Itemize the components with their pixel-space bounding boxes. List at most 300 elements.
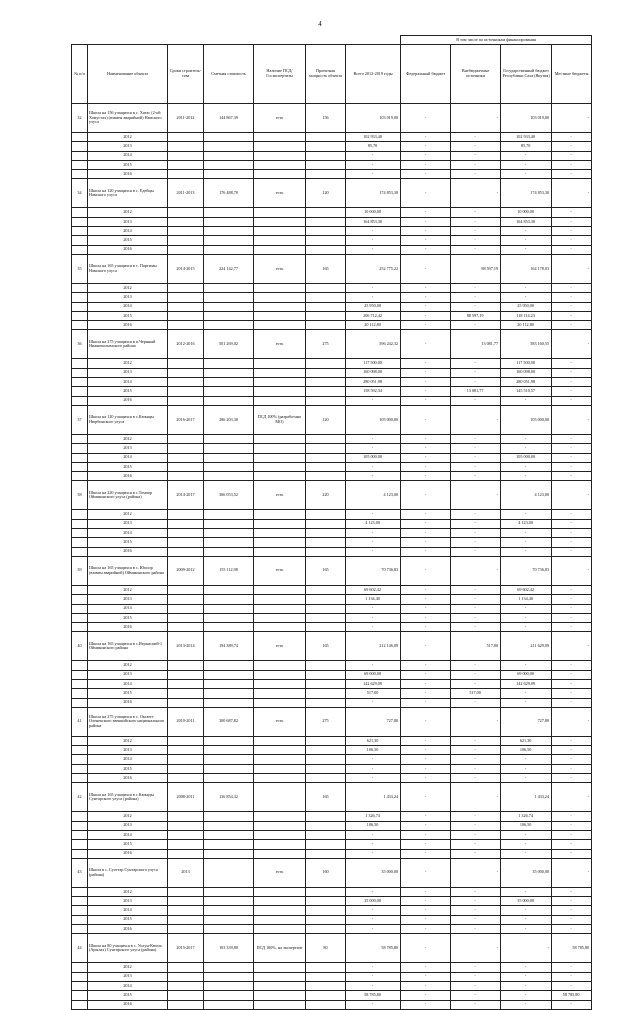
cell-year-value: - <box>552 915 592 924</box>
cell-year-value: 35 000,00 <box>346 897 401 906</box>
cell-year-value: - <box>552 208 592 217</box>
cell-period: 2014-2015 <box>168 254 204 283</box>
cell-year-value: - <box>451 359 501 368</box>
cell-year-value: - <box>401 227 451 236</box>
cell-total: 252 775,22 <box>346 254 401 283</box>
cell-year: 2016 <box>88 849 168 858</box>
cell-fed: - <box>401 934 451 963</box>
cell-year-value: - <box>401 670 451 679</box>
cell-extra: - <box>451 934 501 963</box>
cell-year-value: - <box>346 755 401 764</box>
cell-year-value: - <box>451 830 501 839</box>
cell-year-value: - <box>552 396 592 405</box>
cell-year-value: - <box>552 453 592 462</box>
cell-year: 2012 <box>88 736 168 745</box>
cell-year-value: - <box>552 283 592 292</box>
cell-period: 2009-2012 <box>168 556 204 585</box>
cell-year-value: - <box>501 698 552 707</box>
cell-year-value: - <box>401 812 451 821</box>
cell-year-value: - <box>501 236 552 245</box>
cell-year-value: - <box>451 661 501 670</box>
cell-psd <box>254 783 306 812</box>
header-group-title: В том числе по источникам финансирования <box>401 36 592 45</box>
cell-year-value: - <box>552 519 592 528</box>
cell-year-value: 517,00 <box>346 689 401 698</box>
cell-year-value: 88 597,19 <box>451 311 501 320</box>
cell-year-value: - <box>552 925 592 934</box>
cell-year-value: - <box>552 981 592 990</box>
cell-year-value: - <box>401 746 451 755</box>
cell-psd: есть <box>254 858 306 887</box>
cell-year-value: - <box>401 689 451 698</box>
table-row-year <box>72 170 592 179</box>
table-row-object <box>72 556 592 585</box>
cell-year: 2014 <box>88 755 168 764</box>
cell-year-value: 160 098,00 <box>501 368 552 377</box>
table-row-year <box>72 529 592 538</box>
cell-local: - <box>552 556 592 585</box>
cell-local: - <box>552 858 592 887</box>
cell-year-value: - <box>401 906 451 915</box>
cell-year-value: - <box>451 746 501 755</box>
cell-year-value: - <box>451 434 501 443</box>
cell-year-value: - <box>401 679 451 688</box>
cell-year-value: - <box>346 510 401 519</box>
cell-year-value: - <box>451 142 501 151</box>
cell-year-value: 164 853,30 <box>501 217 552 226</box>
cell-year-value: 517,00 <box>451 689 501 698</box>
table-row-year <box>72 510 592 519</box>
cell-year-value: 85,70 <box>346 142 401 151</box>
cell-cost: 103 339,80 <box>204 934 254 963</box>
table-row-year <box>72 462 592 471</box>
cell-year-value: 1 326,74 <box>501 812 552 821</box>
cell-year-value: 106,50 <box>501 821 552 830</box>
cell-capacity: 275 <box>306 330 346 359</box>
cell-year-value: - <box>401 774 451 783</box>
cell-year-value: - <box>401 453 451 462</box>
cell-fed: - <box>401 556 451 585</box>
cell-extra: 88 597,19 <box>451 254 501 283</box>
cell-year-value: - <box>501 689 552 698</box>
cell-cost <box>204 858 254 887</box>
table-row-year <box>72 293 592 302</box>
col-header-total: Всего 2012-2019 годы <box>346 45 401 104</box>
cell-capacity: 120 <box>306 179 346 208</box>
cell-year-value: - <box>552 849 592 858</box>
cell-period: 2011-2013 <box>168 179 204 208</box>
cell-year-value: - <box>552 595 592 604</box>
cell-local: - <box>552 783 592 812</box>
cell-no: 36 <box>72 330 88 359</box>
table-row-year <box>72 236 592 245</box>
cell-year-value: - <box>401 519 451 528</box>
cell-year-value: - <box>552 972 592 981</box>
cell-period: 2010-2011 <box>168 707 204 736</box>
cell-year-value: - <box>401 396 451 405</box>
cell-total: 35 000,00 <box>346 858 401 887</box>
cell-year: 2014 <box>88 453 168 462</box>
cell-year-value: - <box>346 538 401 547</box>
cell-extra: - <box>451 104 501 133</box>
cell-year-value: - <box>552 830 592 839</box>
cell-psd: есть <box>254 481 306 510</box>
cell-year-value: - <box>451 462 501 471</box>
cell-year-value: - <box>501 283 552 292</box>
table-row-year <box>72 302 592 311</box>
cell-rs: 35 000,00 <box>501 858 552 887</box>
cell-year-value: - <box>451 293 501 302</box>
cell-year-value: - <box>451 963 501 972</box>
cell-fed: - <box>401 179 451 208</box>
col-header-local: Местные бюджеты <box>552 45 592 104</box>
cell-capacity: 165 <box>306 556 346 585</box>
cell-year-value: - <box>451 170 501 179</box>
cell-year-value: - <box>552 547 592 556</box>
cell-year-value: 1 134,40 <box>346 595 401 604</box>
cell-year-value: - <box>552 217 592 226</box>
cell-name: Школа на 165 учащихся в с. Юпоор (взамен аварийной) Оймяконского района <box>88 556 168 585</box>
cell-year-value: - <box>346 887 401 896</box>
cell-year-value: - <box>346 764 401 773</box>
cell-year-value: - <box>451 887 501 896</box>
cell-name: Школа на 275 учащихся в с. Оксюте Оленекского эвенкийского национального района <box>88 707 168 736</box>
cell-year: 2014 <box>88 529 168 538</box>
cell-fed: - <box>401 330 451 359</box>
cell-local: - <box>552 179 592 208</box>
cell-year: 2014 <box>88 830 168 839</box>
cell-year: 2013 <box>88 217 168 226</box>
cell-no: 35 <box>72 254 88 283</box>
cell-year-value: 69 000,00 <box>501 670 552 679</box>
table-row-year <box>72 849 592 858</box>
cell-year-value: - <box>401 764 451 773</box>
cell-year-value: - <box>451 925 501 934</box>
cell-year: 2015 <box>88 311 168 320</box>
cell-year-value: - <box>346 830 401 839</box>
cell-year-value: - <box>401 311 451 320</box>
cell-total: 70 736,83 <box>346 556 401 585</box>
cell-year-value: - <box>346 396 401 405</box>
cell-year-value: - <box>552 293 592 302</box>
cell-name: Школа на 220 учащихся в с.Томпор Оймяконского улуса (района) <box>88 481 168 510</box>
cell-fed: - <box>401 707 451 736</box>
cell-rs: 174 853,30 <box>501 179 552 208</box>
cell-year-value: - <box>401 359 451 368</box>
table-row-year <box>72 991 592 1000</box>
cell-year-value: 106,50 <box>501 746 552 755</box>
cell-year-value: - <box>501 547 552 556</box>
cell-year-value: - <box>346 1000 401 1009</box>
cell-year-value: - <box>552 755 592 764</box>
table-row-year <box>72 840 592 849</box>
cell-year-value: 158 592,34 <box>346 387 401 396</box>
cell-year: 2016 <box>88 472 168 481</box>
cell-year-value: - <box>552 613 592 622</box>
cell-year: 2013 <box>88 821 168 830</box>
table-row-year <box>72 613 592 622</box>
col-header-federal: Федеральный бюджет <box>401 45 451 104</box>
cell-year-value: - <box>552 604 592 613</box>
cell-year-value: - <box>501 151 552 160</box>
table-row-year <box>72 1000 592 1009</box>
cell-year-value: - <box>346 661 401 670</box>
cell-year-value: - <box>451 736 501 745</box>
cell-cost: 176 488,70 <box>204 179 254 208</box>
cell-year-value: - <box>552 387 592 396</box>
table-row-year <box>72 585 592 594</box>
cell-year-value: - <box>451 915 501 924</box>
table-row-year <box>72 925 592 934</box>
cell-rs: 211 629,09 <box>501 632 552 661</box>
cell-year-value: 20 112,80 <box>346 321 401 330</box>
cell-year-value: 4 123,00 <box>501 519 552 528</box>
cell-no: 37 <box>72 405 88 434</box>
cell-year-value: 106,50 <box>346 821 401 830</box>
cell-no: 44 <box>72 934 88 963</box>
table-row-object <box>72 179 592 208</box>
cell-year: 2016 <box>88 245 168 254</box>
table-row-year <box>72 679 592 688</box>
cell-year-value: 621,30 <box>501 736 552 745</box>
cell-year-value: - <box>501 840 552 849</box>
cell-year-value: - <box>451 906 501 915</box>
cell-year-value: - <box>552 585 592 594</box>
cell-year-value: - <box>346 236 401 245</box>
cell-year: 2013 <box>88 670 168 679</box>
cell-year-value: - <box>552 359 592 368</box>
cell-rs: 727,80 <box>501 707 552 736</box>
cell-year-value: - <box>501 830 552 839</box>
cell-total: 58 785,80 <box>346 934 401 963</box>
cell-psd: есть <box>254 330 306 359</box>
cell-year-value: 105 000,00 <box>501 453 552 462</box>
cell-total: 4 123,00 <box>346 481 401 510</box>
cell-year: 2013 <box>88 595 168 604</box>
cell-year-value: - <box>401 208 451 217</box>
cell-year-value: - <box>552 142 592 151</box>
cell-year-value: - <box>501 293 552 302</box>
cell-year-value: - <box>552 368 592 377</box>
cell-rs: - <box>501 934 552 963</box>
cell-fed: - <box>401 858 451 887</box>
cell-capacity: 120 <box>306 405 346 434</box>
table-row-year <box>72 547 592 556</box>
cell-year-value: 69 602,42 <box>501 585 552 594</box>
col-header-no: № п/п <box>72 45 88 104</box>
cell-total: 212 146,09 <box>346 632 401 661</box>
cell-year-value: - <box>451 538 501 547</box>
cell-period: 2012-2016 <box>168 330 204 359</box>
cell-period: 2013-2014 <box>168 632 204 661</box>
cell-year: 2014 <box>88 378 168 387</box>
table-row-object <box>72 481 592 510</box>
cell-year-value: - <box>451 453 501 462</box>
col-header-name: Наименование объекта <box>88 45 168 104</box>
col-header-extrabudget: Внебюджетные источники <box>451 45 501 104</box>
cell-year-value: - <box>501 963 552 972</box>
table-row-year <box>72 623 592 632</box>
cell-year-value: - <box>346 849 401 858</box>
cell-year-value: - <box>451 774 501 783</box>
cell-cost: 136 854,32 <box>204 783 254 812</box>
cell-psd: ПСД 100%, на экспертизе <box>254 934 306 963</box>
table-row-year <box>72 283 592 292</box>
cell-year-value: - <box>451 764 501 773</box>
cell-year-value: - <box>451 849 501 858</box>
cell-year: 2015 <box>88 538 168 547</box>
cell-year-value: 35 000,00 <box>501 897 552 906</box>
cell-year-value: - <box>451 208 501 217</box>
cell-total: 596 242,32 <box>346 330 401 359</box>
cell-year: 2012 <box>88 963 168 972</box>
cell-year-value: - <box>346 283 401 292</box>
cell-fed: - <box>401 481 451 510</box>
cell-year-value: 1 326,74 <box>346 812 401 821</box>
cell-year: 2015 <box>88 236 168 245</box>
cell-period: 2016-2017 <box>168 405 204 434</box>
table-row-year <box>72 604 592 613</box>
cell-year-value: - <box>501 538 552 547</box>
cell-year-value: - <box>451 670 501 679</box>
cell-year-value: - <box>451 595 501 604</box>
cell-year-value: - <box>451 623 501 632</box>
cell-year-value: - <box>401 151 451 160</box>
cell-year: 2012 <box>88 133 168 142</box>
cell-year: 2015 <box>88 462 168 471</box>
cell-year-value: - <box>501 849 552 858</box>
cell-year-value: 106,50 <box>346 746 401 755</box>
cell-year-value: 58 785,80 <box>552 991 592 1000</box>
cell-year: 2013 <box>88 746 168 755</box>
cell-year-value: - <box>451 133 501 142</box>
cell-year: 2013 <box>88 368 168 377</box>
cell-year-value: - <box>501 444 552 453</box>
cell-year-value: - <box>451 604 501 613</box>
cell-year-value: - <box>451 227 501 236</box>
cell-year-value: - <box>451 585 501 594</box>
table-row-year <box>72 368 592 377</box>
cell-fed: - <box>401 104 451 133</box>
cell-psd: есть <box>254 254 306 283</box>
cell-fed: - <box>401 405 451 434</box>
cell-year-value: - <box>501 925 552 934</box>
table-row-year <box>72 359 592 368</box>
cell-year-value: 118 114,23 <box>501 311 552 320</box>
cell-year: 2012 <box>88 661 168 670</box>
col-header-cost: Сметная стоимость <box>204 45 254 104</box>
cell-year-value: - <box>401 963 451 972</box>
cell-year-value: - <box>552 897 592 906</box>
cell-year-value: - <box>451 1000 501 1009</box>
cell-year-value: - <box>451 821 501 830</box>
cell-year-value: - <box>451 529 501 538</box>
cell-year: 2015 <box>88 764 168 773</box>
cell-period: 2008-2011 <box>168 783 204 812</box>
cell-year-value: - <box>501 245 552 254</box>
cell-year-value: - <box>401 972 451 981</box>
cell-year: 2012 <box>88 812 168 821</box>
cell-year-value: - <box>401 302 451 311</box>
cell-year: 2014 <box>88 604 168 613</box>
cell-total: 105 000,00 <box>346 405 401 434</box>
page-number: 4 <box>318 20 322 28</box>
cell-year-value: - <box>346 227 401 236</box>
cell-capacity: 220 <box>306 481 346 510</box>
table-row-year <box>72 208 592 217</box>
cell-year-value: - <box>501 160 552 169</box>
col-header-psd: Наличие ПСД/ Госэкспертизы <box>254 45 306 104</box>
col-header-period: Сроки строитель-ства <box>168 45 204 104</box>
cell-period: 2011-2012 <box>168 104 204 133</box>
cell-year-value: - <box>451 897 501 906</box>
cell-year-value: - <box>451 698 501 707</box>
cell-year-value: - <box>451 283 501 292</box>
cell-year-value: - <box>552 378 592 387</box>
cell-year-value: - <box>346 160 401 169</box>
cell-year-value: - <box>401 698 451 707</box>
cell-year-value: - <box>401 529 451 538</box>
cell-year-value: - <box>401 387 451 396</box>
cell-year-value: - <box>401 170 451 179</box>
cell-year-value: - <box>552 698 592 707</box>
cell-year-value: - <box>501 972 552 981</box>
cell-year-value: - <box>401 887 451 896</box>
cell-year-value: - <box>401 510 451 519</box>
cell-year-value: - <box>401 661 451 670</box>
cell-year-value: - <box>552 151 592 160</box>
table-row-object <box>72 254 592 283</box>
cell-year-value: - <box>346 444 401 453</box>
table-row-year <box>72 812 592 821</box>
cell-year-value: - <box>401 321 451 330</box>
cell-year-value: - <box>552 302 592 311</box>
cell-year-value: - <box>346 915 401 924</box>
cell-year: 2013 <box>88 897 168 906</box>
cell-period: 2013 <box>168 858 204 887</box>
cell-extra: 517,00 <box>451 632 501 661</box>
cell-year-value: - <box>451 547 501 556</box>
table-row-year <box>72 830 592 839</box>
cell-local: 58 785,80 <box>552 934 592 963</box>
cell-year-value: - <box>401 604 451 613</box>
cell-year-value: - <box>501 604 552 613</box>
cell-year-value: - <box>552 434 592 443</box>
cell-local: - <box>552 330 592 359</box>
cell-year-value: - <box>451 368 501 377</box>
cell-year-value: - <box>401 160 451 169</box>
cell-year: 2014 <box>88 906 168 915</box>
cell-year-value: 621,30 <box>346 736 401 745</box>
cell-fed: - <box>401 783 451 812</box>
cell-year-value: - <box>451 217 501 226</box>
cell-year-value: - <box>501 396 552 405</box>
cell-year-value: - <box>401 623 451 632</box>
cell-year-value: 69 000,00 <box>346 670 401 679</box>
cell-year-value: - <box>401 736 451 745</box>
cell-cost: 300 687,82 <box>204 707 254 736</box>
cell-year-value: 164 853,30 <box>346 217 401 226</box>
cell-year-value: - <box>401 444 451 453</box>
cell-year-value: - <box>401 547 451 556</box>
cell-year-value: - <box>501 906 552 915</box>
cell-year: 2016 <box>88 623 168 632</box>
cell-year: 2014 <box>88 981 168 990</box>
cell-psd: есть <box>254 104 306 133</box>
cell-year: 2015 <box>88 613 168 622</box>
cell-year-value: - <box>451 245 501 254</box>
table-row-year <box>72 698 592 707</box>
